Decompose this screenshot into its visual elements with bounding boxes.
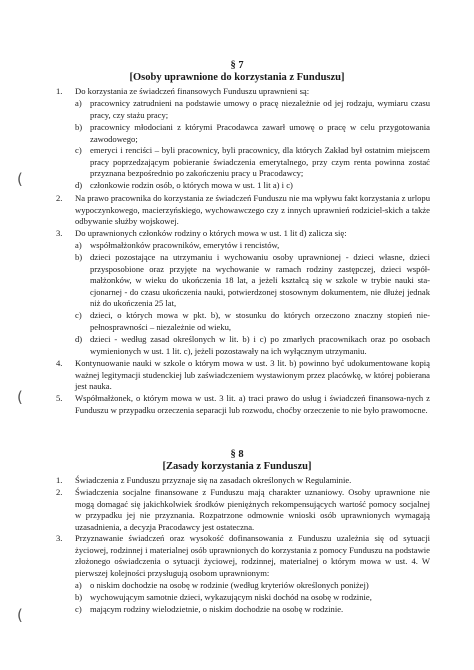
s7-p2-text: Na prawo pracownika do korzystania ze świadczeń Funduszu nie ma wpływu fakt korzystania z urlopu wypoczynkowego, macierzyńskiego, wychowawczego czy z innych uprawnień rodziciel-skich a także odbywanie służby wojskowej.: [75, 193, 430, 227]
section-8-number: § 8: [230, 449, 244, 460]
s8-p1-text: Świadczenia z Funduszu przyznaje się na zasadach określonych w Regulaminie.: [75, 475, 352, 485]
s7-p3-b-text: dzieci pozostające na utrzymaniu i wychowaniu osoby uprawnionej - dzieci własne, dzieci przysposobione oraz przyjęte na wychowanie w ramach rodziny zastępczej, dzieci współ-małżonków, w wieku do ukończenia 18 lat, a jeżeli kształcą się w szkole w trybie nauki sta-cjonarnej - do czasu ukończenia nauki, potwierdzonej stosownym dokumentem, nie dłużej jednak niż do ukończenia 25 lat,: [90, 252, 430, 309]
s8-p3-lead: Przyznawanie świadczeń oraz wysokość dofinansowania z Funduszu uzależnia się od sytuacji życiowej, rodzinnej i materialnej osób uprawnionych do korzystania z pomocy Funduszu na podstawie złożonego oświadczenia o sytuacji życiowej, rodzinnej, materialnej o którym mowa w ust. 4. W pierwszej kolejności przysługują osobom uprawnionym:: [75, 533, 430, 578]
margin-mark: (: [17, 388, 23, 406]
margin-mark: (: [17, 170, 23, 188]
s8-p3-c-label: c): [75, 604, 82, 614]
s7-p3-c-text: dzieci, o których mowa w pkt. b), w stosunku do których orzeczono znaczny stopień nie-pełnosprawności – niezależnie od wieku,: [90, 310, 430, 332]
s8-p1-number: 1.: [56, 475, 63, 485]
s7-p1-number: 1.: [56, 86, 63, 96]
s8-p2-text: Świadczenia socjalne finansowane z Funduszu mają charakter uznaniowy. Osoby uprawnione nie mogą domagać się jakichkolwiek środków pieniężnych rekompensujących wartość pomocy socjalnej w przypadku jej nie przyznania. Rozpatrzone odmownie wnioski osób uprawnionych wymagają uzasadnienia, a decyzja Pracodawcy jest ostateczna.: [75, 487, 430, 532]
s7-p1-d-text: członkowie rodzin osób, o których mowa w ust. 1 lit a) i c): [90, 180, 293, 190]
section-7-number: § 7: [230, 60, 244, 71]
s7-p5-text: Współmałżonek, o którym mowa w ust. 3 lit. a) traci prawo do usług i świadczeń finansowa-nych z Funduszu w przypadku orzeczenia separacji lub rozwodu, choćby orzeczenie to nie było prawomocne.: [75, 393, 430, 415]
s7-p3-number: 3.: [56, 228, 63, 238]
s7-p3-c-label: c): [75, 310, 82, 320]
s8-p3-c-text: mającym rodziny wielodzietnie, o niskim dochodzie na osobę w rodzinie.: [90, 604, 344, 614]
s7-p3-lead: Do uprawnionych członków rodziny o których mowa w ust. 1 lit d) zalicza się:: [75, 228, 347, 238]
margin-mark: (: [17, 606, 23, 624]
s7-p3-d-label: d): [75, 334, 83, 344]
s7-p1-b-text: pracownicy młodociani z którymi Pracodawca zawarł umowę o pracę w celu przygotowania zawodowego;: [90, 122, 430, 144]
s7-p3-a-text: współmałżonków pracowników, emerytów i rencistów,: [90, 240, 280, 250]
s7-p3-d-text: dzieci - według zasad określonych w lit. b) i c) po zmarłych pracownikach oraz po osobach wymienionych w ust. 1 lit. c), jeżeli pozostawały na ich wyłącznym utrzymaniu.: [90, 334, 430, 356]
s7-p4-text: Kontynuowanie nauki w szkole o którym mowa w ust. 3 lit. b) powinno być udokumentowane kopią ważnej legitymacji studenckiej lub zaświadczeniem wystawionym przez placówkę, w której pobierana jest nauka.: [75, 358, 430, 392]
s7-p1-c-text: emeryci i renciści – byli pracownicy, byli pracownicy, dla których Zakład był ostatnim miejscem pracy poprzedzającym pobieranie świadczenia emerytalnego, przy czym renta powinna zostać przyznana bezpośrednio po zakończeniu pracy u Pracodawcy;: [90, 145, 430, 179]
s7-p1-a-label: a): [75, 98, 82, 108]
s7-p1-d-label: d): [75, 180, 83, 190]
s8-p3-b-label: b): [75, 592, 83, 602]
section-8-title: [Zasady korzystania z Funduszu]: [162, 461, 312, 472]
s7-p1-a-text: pracownicy zatrudnieni na podstawie umowy o pracę niezależnie od jej rodzaju, wymiaru czasu pracy, czy stażu pracy;: [90, 98, 430, 120]
s8-p3-a-label: a): [75, 580, 82, 590]
s7-p1-lead: Do korzystania ze świadczeń finansowych Funduszu uprawnieni są:: [75, 86, 310, 96]
s7-p1-b-label: b): [75, 122, 83, 132]
s7-p1-c-label: c): [75, 145, 82, 155]
s7-p3-a-label: a): [75, 240, 82, 250]
section-7-title: [Osoby uprawnione do korzystania z Funduszu]: [129, 72, 345, 83]
s7-p3-b-label: b): [75, 252, 83, 262]
s8-p2-number: 2.: [56, 487, 63, 497]
s8-p3-b-text: wychowującym samotnie dzieci, wykazującym niski dochód na osobę w rodzinie,: [90, 592, 372, 602]
s7-p4-number: 4.: [56, 358, 63, 368]
s8-p3-a-text: o niskim dochodzie na osobę w rodzinie (według kryteriów określonych poniżej): [90, 580, 369, 590]
s7-p5-number: 5.: [56, 393, 63, 403]
s7-p2-number: 2.: [56, 193, 63, 203]
s8-p3-number: 3.: [56, 533, 63, 543]
